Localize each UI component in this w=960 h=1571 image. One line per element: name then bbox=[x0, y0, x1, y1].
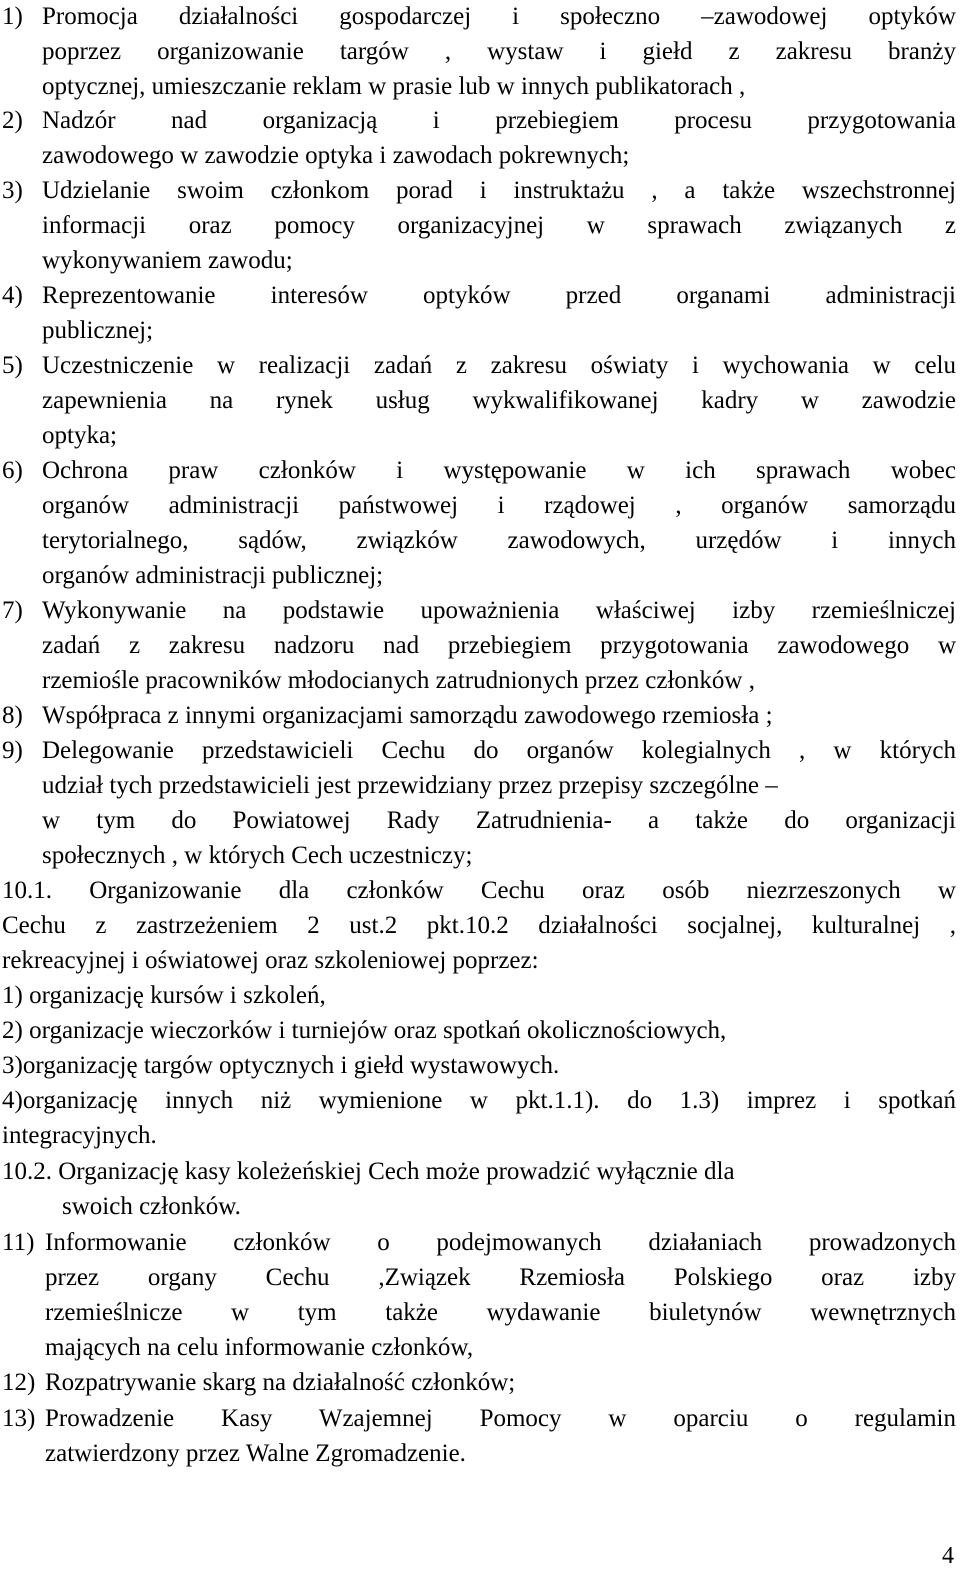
section-10-1-subitem: 3)organizację targów optycznych i giełd wystawowych. bbox=[2, 1052, 560, 1079]
item-text-line: zatwierdzony przez Walne Zgromadzenie. bbox=[45, 1440, 466, 1467]
item-number: 11) bbox=[2, 1229, 35, 1256]
item-text-line: Udzielanie swoim członkom porad i instruktażu , a także wszechstronnej bbox=[42, 177, 956, 204]
item-text-line: organów administracji państwowej i rządowej , organów samorządu bbox=[42, 492, 956, 519]
item-number: 8) bbox=[2, 702, 23, 729]
item-text-line: przez organy Cechu ,Związek Rzemiosła Polskiego oraz izby bbox=[45, 1264, 956, 1291]
item-number: 7) bbox=[2, 597, 23, 624]
item-text-line: Nadzór nad organizacją i przebiegiem procesu przygotowania bbox=[42, 107, 956, 134]
item-number: 4) bbox=[2, 282, 23, 309]
section-10-2-line: 10.2. Organizację kasy koleżeńskiej Cech może prowadzić wyłącznie dla bbox=[2, 1158, 735, 1185]
item-text-line: Rozpatrywanie skarg na działalność członków; bbox=[45, 1369, 516, 1396]
section-10-1-line: 10.1. Organizowanie dla członków Cechu oraz osób niezrzeszonych w bbox=[2, 877, 956, 904]
item-text-line: optycznej, umieszczanie reklam w prasie lub w innych publikatorach , bbox=[42, 73, 746, 100]
item-text-line: Delegowanie przedstawicieli Cechu do organów kolegialnych , w których bbox=[42, 737, 956, 764]
item-text-line: rzemiośle pracowników młodocianych zatrudnionych przez członków , bbox=[42, 667, 755, 694]
item-text-line: Wykonywanie na podstawie upoważnienia właściwej izby rzemieślniczej bbox=[42, 597, 956, 624]
item-text-line: zadań z zakresu nadzoru nad przebiegiem przygotowania zawodowego w bbox=[42, 632, 956, 659]
item-number: 2) bbox=[2, 107, 23, 134]
section-10-1-subitem: 4)organizację innych niż wymienione w pkt.1.1). do 1.3) imprez i spotkań bbox=[2, 1087, 956, 1114]
item-text-line: udział tych przedstawicieli jest przewidziany przez przepisy szczególne – bbox=[42, 772, 778, 799]
item-text-line: Reprezentowanie interesów optyków przed organami administracji bbox=[42, 282, 956, 309]
item-number: 3) bbox=[2, 177, 23, 204]
item-text-line: Prowadzenie Kasy Wzajemnej Pomocy w oparciu o regulamin bbox=[45, 1405, 956, 1432]
item-text-line: publicznej; bbox=[42, 317, 154, 344]
section-10-1-line: integracyjnych. bbox=[2, 1122, 157, 1149]
item-text-line: rzemieślnicze w tym także wydawanie biuletynów wewnętrznych bbox=[45, 1299, 956, 1326]
item-text-line: wykonywaniem zawodu; bbox=[42, 247, 293, 274]
item-text-line: mających na celu informowanie członków, bbox=[45, 1334, 474, 1361]
item-text-line: zawodowego w zawodzie optyka i zawodach pokrewnych; bbox=[42, 142, 630, 169]
item-text-line: Informowanie członków o podejmowanych działaniach prowadzonych bbox=[45, 1229, 956, 1256]
item-number: 12) bbox=[2, 1369, 36, 1396]
item-text-line: społecznych , w których Cech uczestniczy; bbox=[42, 842, 473, 869]
item-text-line: Współpraca z innymi organizacjami samorządu zawodowego rzemiosła ; bbox=[42, 702, 773, 729]
item-text-line: organów administracji publicznej; bbox=[42, 562, 384, 589]
page-number: 4 bbox=[942, 1543, 954, 1569]
section-10-1-subitem: 1) organizację kursów i szkoleń, bbox=[2, 982, 326, 1009]
item-text-line: Promocja działalności gospodarczej i społeczno –zawodowej optyków bbox=[42, 3, 956, 30]
item-number: 9) bbox=[2, 737, 23, 764]
item-number: 6) bbox=[2, 457, 23, 484]
section-10-2-line: swoich członków. bbox=[62, 1193, 241, 1220]
item-number: 1) bbox=[2, 3, 23, 30]
item-text-line: zapewnienia na rynek usług wykwalifikowanej kadry w zawodzie bbox=[42, 387, 956, 414]
section-10-1-subitem: 2) organizacje wieczorków i turniejów oraz spotkań okolicznościowych, bbox=[2, 1017, 727, 1044]
item-text-line: poprzez organizowanie targów , wystaw i giełd z zakresu branży bbox=[42, 38, 956, 65]
item-text-line: Uczestniczenie w realizacji zadań z zakresu oświaty i wychowania w celu bbox=[42, 352, 956, 379]
item-text-line: Ochrona praw członków i występowanie w ich sprawach wobec bbox=[42, 457, 956, 484]
section-10-1-line: Cechu z zastrzeżeniem 2 ust.2 pkt.10.2 działalności socjalnej, kulturalnej , bbox=[2, 912, 956, 939]
item-text-line: w tym do Powiatowej Rady Zatrudnienia- a także do organizacji bbox=[42, 807, 956, 834]
item-text-line: terytorialnego, sądów, związków zawodowych, urzędów i innych bbox=[42, 527, 956, 554]
item-number: 13) bbox=[2, 1405, 36, 1432]
item-number: 5) bbox=[2, 352, 23, 379]
item-text-line: informacji oraz pomocy organizacyjnej w sprawach związanych z bbox=[42, 212, 956, 239]
section-10-1-line: rekreacyjnej i oświatowej oraz szkoleniowej poprzez: bbox=[2, 947, 539, 974]
item-text-line: optyka; bbox=[42, 422, 117, 449]
